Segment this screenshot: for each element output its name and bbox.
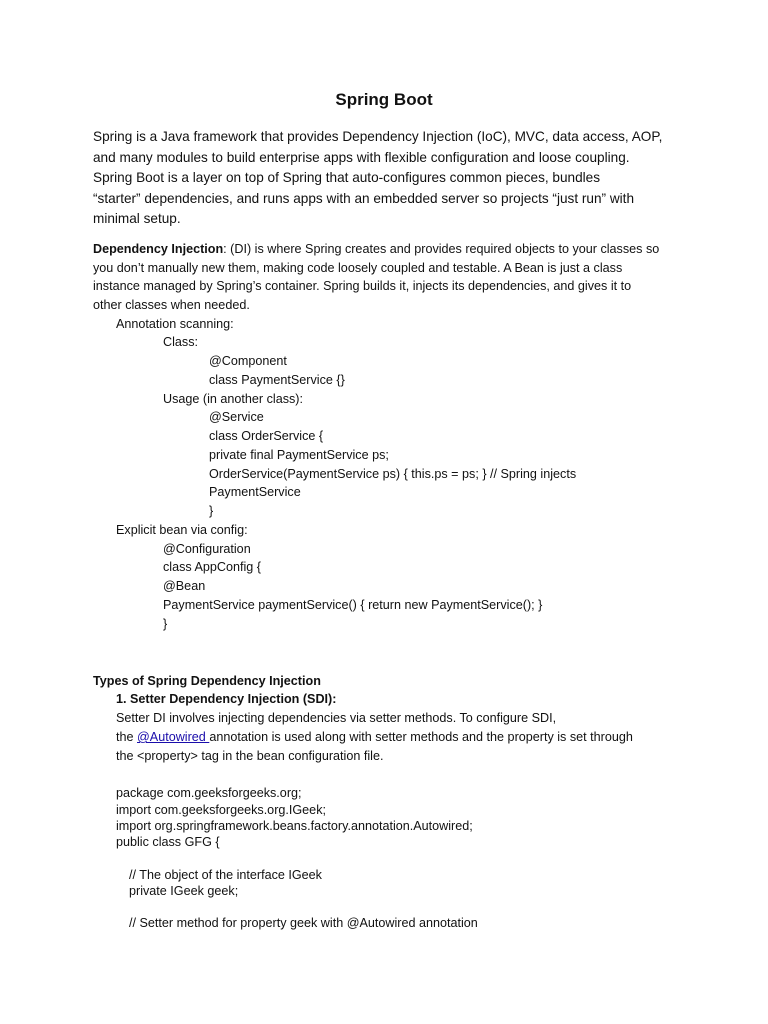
intro-line: Spring Boot is a layer on top of Spring that auto-configures common pieces, bundles bbox=[93, 170, 601, 185]
class-label: Class: bbox=[163, 335, 198, 349]
sdi-line-1: Setter DI involves injecting dependencies via setter methods. To configure SDI, bbox=[116, 711, 557, 725]
sdi-line-2 bbox=[116, 728, 633, 746]
code-line: } bbox=[163, 617, 168, 631]
types-heading: Types of Spring Dependency Injection bbox=[93, 674, 321, 688]
code-line: private final PaymentService ps; bbox=[209, 448, 389, 462]
sdi-heading: 1. Setter Dependency Injection (SDI): bbox=[116, 692, 337, 706]
code-line: package com.geeksforgeeks.org; bbox=[116, 786, 302, 800]
code-line: public class GFG { bbox=[116, 835, 220, 849]
sdi-line-2-after: annotation is used along with setter methods and the property is set through bbox=[209, 730, 633, 744]
intro-line: Spring is a Java framework that provides Dependency Injection (IoC), MVC, data access, AOP, bbox=[93, 129, 663, 144]
annotation-scanning-heading: Annotation scanning: bbox=[116, 317, 234, 331]
code-line: PaymentService paymentService() { return new PaymentService(); } bbox=[163, 598, 543, 612]
code-line: @Service bbox=[209, 410, 264, 424]
intro-line: minimal setup. bbox=[93, 211, 181, 226]
intro-line: “starter” dependencies, and runs apps with an embedded server so projects “just run” with bbox=[93, 190, 635, 206]
intro-line: and many modules to build enterprise apps with flexible configuration and loose coupling. bbox=[93, 149, 630, 165]
autowired-link[interactable]: @Autowired bbox=[137, 730, 210, 744]
code-line: @Configuration bbox=[163, 542, 251, 556]
usage-label: Usage (in another class): bbox=[163, 392, 303, 406]
sdi-line-2-before: the bbox=[116, 730, 138, 744]
code-line: private IGeek geek; bbox=[129, 884, 239, 898]
di-line-3: instance managed by Spring’s container. Spring builds it, injects its dependencies, and gives it to bbox=[93, 279, 632, 293]
di-line-2: you don’t manually new them, making code loosely coupled and testable. A Bean is just a class bbox=[93, 261, 623, 275]
intro-paragraph bbox=[93, 127, 693, 230]
page-title: Spring Boot bbox=[335, 90, 433, 109]
di-line-1 bbox=[93, 240, 659, 258]
code-line: // Setter method for property geek with @Autowired annotation bbox=[129, 916, 478, 930]
code-line: // The object of the interface IGeek bbox=[129, 868, 322, 882]
code-line: OrderService(PaymentService ps) { this.ps = ps; } // Spring injects bbox=[209, 467, 577, 481]
code-line: class OrderService { bbox=[209, 429, 324, 443]
code-line: import org.springframework.beans.factory.annotation.Autowired; bbox=[116, 819, 473, 833]
code-line: @Bean bbox=[163, 579, 206, 593]
code-line: class AppConfig { bbox=[163, 560, 262, 574]
di-label: Dependency Injection bbox=[93, 242, 224, 256]
code-line: class PaymentService {} bbox=[209, 373, 345, 387]
di-line-1-text: : (DI) is where Spring creates and provides required objects to your classes so bbox=[223, 242, 660, 256]
sdi-line-3: the <property> tag in the bean configuration file. bbox=[116, 749, 384, 763]
di-line-4: other classes when needed. bbox=[93, 298, 250, 312]
code-line: import com.geeksforgeeks.org.IGeek; bbox=[116, 803, 326, 817]
explicit-bean-heading: Explicit bean via config: bbox=[116, 523, 248, 537]
code-line: @Component bbox=[209, 354, 287, 368]
code-line: } bbox=[209, 504, 214, 518]
code-line: PaymentService bbox=[209, 485, 301, 499]
